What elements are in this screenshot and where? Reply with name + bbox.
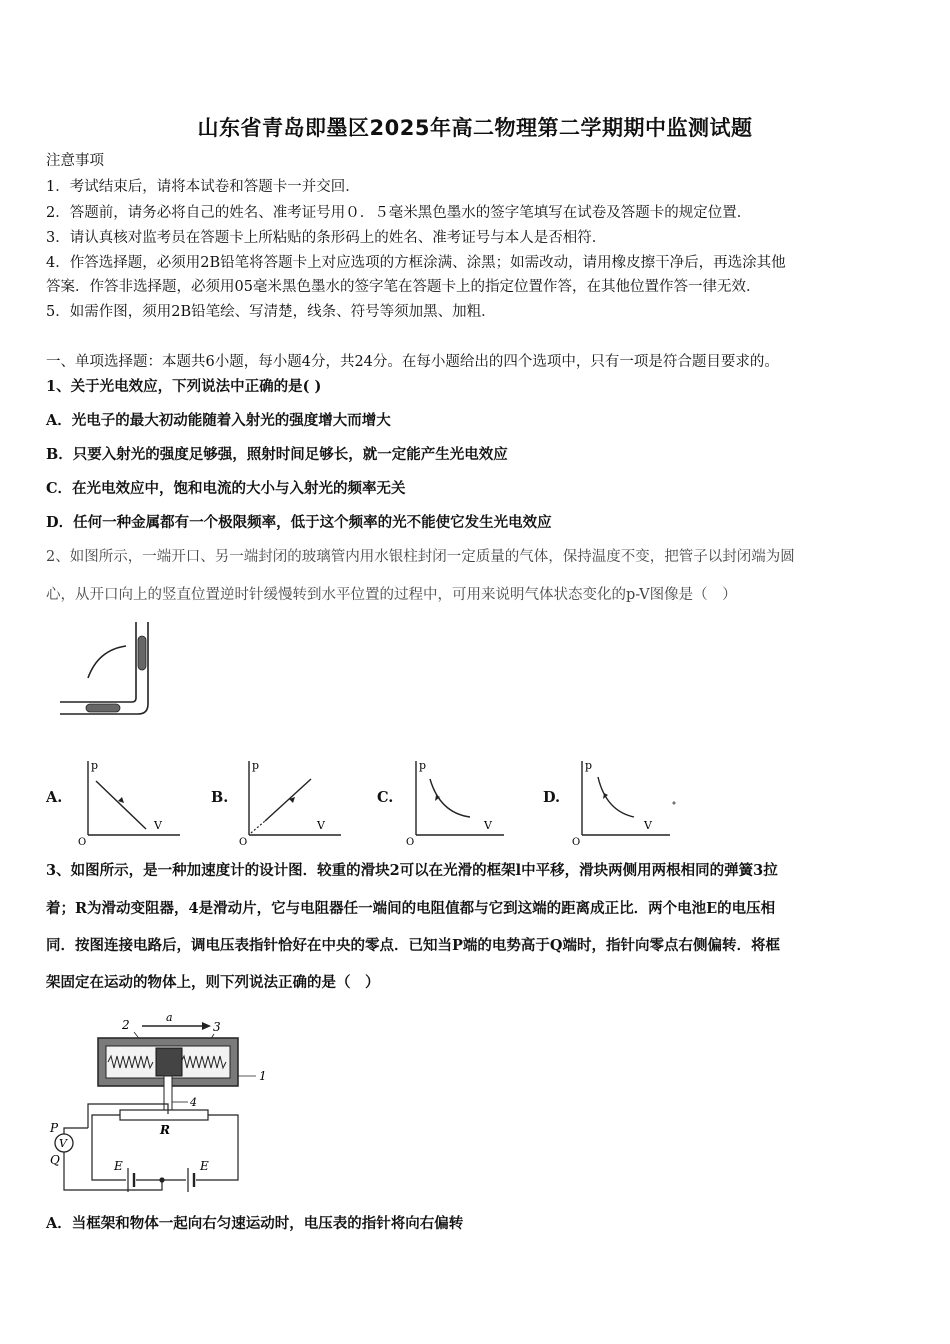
arrow-head-icon	[202, 1022, 211, 1030]
wire-p	[64, 1128, 88, 1134]
option-a-label: A.	[46, 789, 63, 806]
axis-p-label: p	[419, 759, 427, 772]
origin-label: O	[572, 837, 581, 845]
option-d-label: D.	[543, 789, 561, 806]
axis-v-label: V	[154, 819, 162, 832]
label-1: 1	[259, 1069, 267, 1083]
question-3-stem-line4: 架固定在运动的物体上，则下列说法正确的是（ ）	[46, 974, 380, 991]
slider-block	[156, 1048, 182, 1076]
question-3-stem-line1: 3、如图所示，是一种加速度计的设计图．较重的滑块2可以在光滑的框架l中平移，滑块两侧用两根相同的弹簧3拉	[46, 862, 778, 879]
note-item: 答案．作答非选择题，必须用05毫米黑色墨水的签字笔在答题卡上的指定位置作答，在其他位置作答一律无效．	[46, 279, 761, 295]
pv-graph-a	[76, 755, 186, 845]
resistor	[120, 1110, 208, 1120]
section-heading: 一、单项选择题：本题共6小题，每小题4分，共24分。在每小题给出的四个选项中，只有一项是符合题目要求的。	[46, 354, 779, 370]
question-1-option-a: A．光电子的最大初动能随着入射光的强度增大而增大	[46, 412, 391, 429]
axis-p-label: p	[252, 759, 260, 772]
mercury-column-horizontal	[86, 704, 120, 712]
option-b-label: B.	[211, 789, 229, 806]
label-2: 2	[122, 1018, 130, 1032]
axis-v-label: V	[644, 819, 652, 832]
mercury-column-vertical	[138, 636, 146, 670]
question-1-stem: 1、关于光电效应，下列说法中正确的是( )	[46, 378, 322, 395]
label-3: 3	[213, 1020, 221, 1034]
label-E-right: E	[200, 1159, 209, 1173]
question-3-stem-line2: 着；R为滑动变阻器，4是滑动片，它与电阻器任一端间的电阻值都与它到这端的距离成正比．两个电池E的电压相	[46, 900, 776, 917]
rotation-arc	[88, 646, 126, 678]
question-2-stem-line2: 心，从开口向上的竖直位置逆时针缓慢转到水平位置的过程中，可用来说明气体状态变化的p-V图像是（ ）	[46, 587, 737, 603]
process-line	[265, 779, 311, 821]
origin-label: O	[78, 837, 87, 845]
voltmeter-label: V	[59, 1137, 67, 1150]
pv-graph-d	[570, 755, 680, 845]
axis-v-label: V	[317, 819, 325, 832]
label-P: P	[50, 1121, 59, 1135]
accelerometer-figure	[48, 1010, 273, 1196]
question-3-option-a: A．当框架和物体一起向右匀速运动时，电压表的指针将向右偏转	[46, 1215, 464, 1232]
note-item: 1．考试结束后，请将本试卷和答题卡一并交回．	[46, 179, 360, 195]
origin-label: O	[239, 837, 248, 845]
note-item: 4．作答选择题，必须用2B铅笔将答题卡上对应选项的方框涂满、涂黑；如需改动，请用橡皮擦干净后，再选涂其他	[46, 255, 786, 271]
extension-dashed	[251, 821, 265, 833]
note-item: 5．如需作图，须用2B铅笔绘、写清楚，线条、符号等须加黑、加粗．	[46, 304, 496, 320]
option-c-label: C.	[377, 789, 394, 806]
question-3-stem-line3: 同．按图连接电路后，调电压表指针恰好在中央的零点．已知当P端的电势高于Q端时，指针向零点右侧偏转．将框	[46, 937, 781, 954]
tube-figure	[58, 618, 163, 718]
pv-graph-b	[237, 755, 347, 845]
origin-label: O	[406, 837, 415, 845]
note-item: 2．答题前，请务必将自己的姓名、准考证号用０．５毫米黑色墨水的签字笔填写在试卷及答题卡的规定位置．	[46, 205, 752, 221]
page-title: 山东省青岛即墨区2025年高二物理第二学期期中监测试题	[197, 116, 753, 140]
axis-p-label: p	[585, 759, 593, 772]
note-item: 3．请认真核对监考员在答题卡上所粘贴的条形码上的姓名、准考证号与本人是否相符．	[46, 230, 607, 246]
label-R: R	[160, 1123, 170, 1137]
axis-p-label: p	[91, 759, 99, 772]
axis-v-label: V	[484, 819, 492, 832]
question-2-stem-line1: 2、如图所示，一端开口、另一端封闭的玻璃管内用水银柱封闭一定质量的气体，保持温度不变，把管子以封闭端为圆	[46, 549, 795, 565]
wire-bottom	[64, 1152, 162, 1190]
label-a: a	[166, 1011, 173, 1024]
question-1-option-d: D．任何一种金属都有一个极限频率，低于这个频率的光不能使它发生光电效应	[46, 514, 552, 531]
pv-graph-c	[404, 755, 514, 845]
question-1-option-c: C．在光电效应中，饱和电流的大小与入射光的频率无关	[46, 480, 406, 497]
label-E-left: E	[114, 1159, 123, 1173]
question-1-option-b: B．只要入射光的强度足够强，照射时间足够长，就一定能产生光电效应	[46, 446, 508, 463]
process-line	[96, 781, 146, 829]
notes-heading: 注意事项	[46, 153, 104, 169]
label-4: 4	[190, 1096, 197, 1109]
mark-icon	[672, 801, 676, 805]
label-Q: Q	[50, 1153, 60, 1167]
